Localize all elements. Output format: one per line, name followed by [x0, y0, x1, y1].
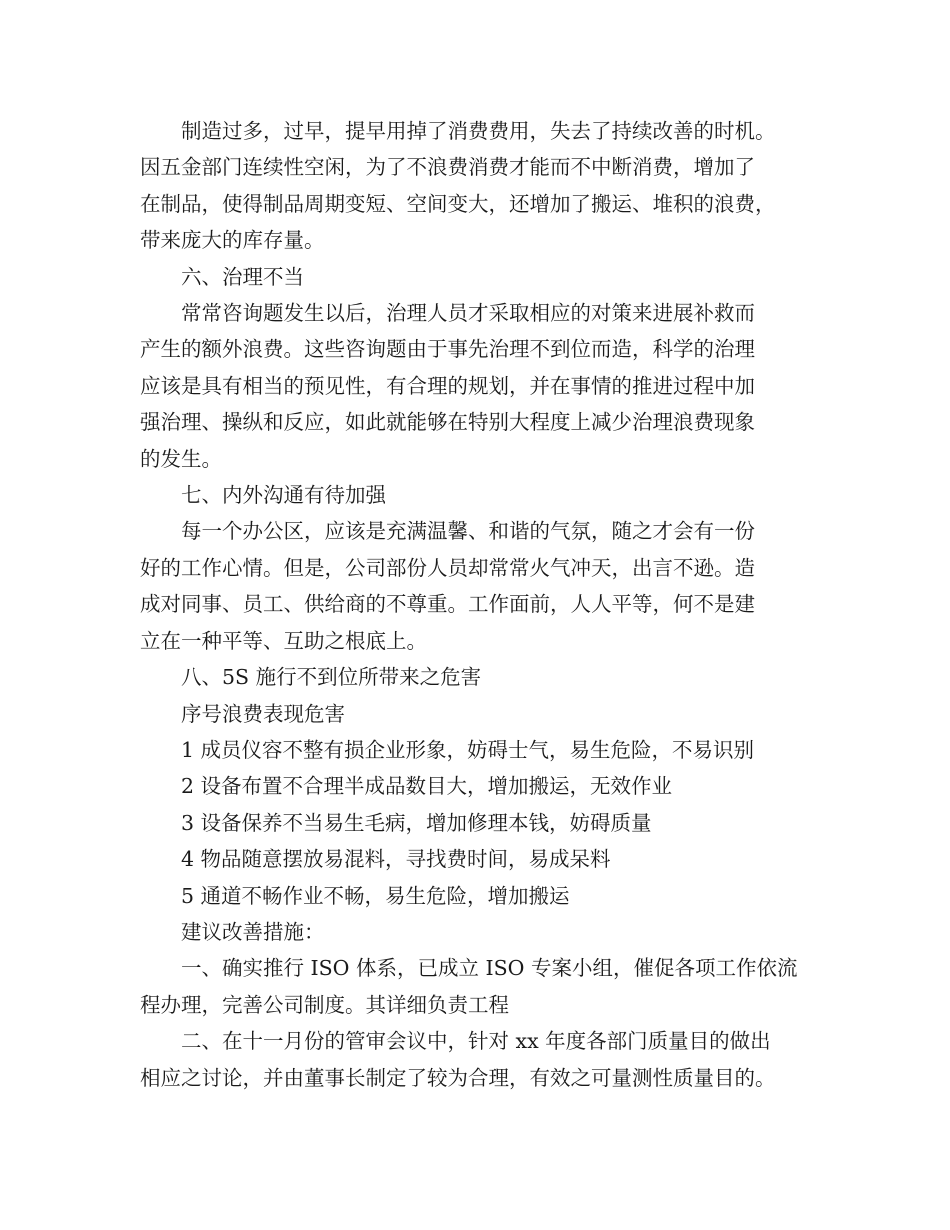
- text-line: 每一个办公区，应该是充满温馨、和谐的气氛，随之才会有一份: [181, 519, 755, 544]
- text-line: 带来庞大的库存量。: [140, 228, 325, 253]
- section-heading: 六、治理不当: [181, 264, 304, 289]
- text-line: 相应之讨论，并由董事长制定了较为合理，有效之可量测性质量目的。: [140, 1065, 776, 1090]
- table-row-line: 5 通道不畅作业不畅，易生危险，增加搬运: [181, 883, 570, 908]
- section-heading: 建议改善措施：: [181, 919, 325, 944]
- text-line: 好的工作心情。但是，公司部份人员却常常火气冲天，出言不逊。造: [140, 555, 755, 580]
- text-line: 的发生。: [140, 446, 222, 471]
- text-line: 程办理，完善公司制度。其详细负责工程: [140, 992, 509, 1017]
- table-row-line: 4 物品随意摆放易混料，寻找费时间，易成呆料: [181, 847, 611, 872]
- text-line: 常常咨询题发生以后，治理人员才采取相应的对策来进展补救而: [181, 301, 755, 326]
- text-line: 二、在十一月份的管审会议中，针对 xx 年度各部门质量目的做出: [181, 1029, 771, 1054]
- text-line: 立在一种平等、互助之根底上。: [140, 628, 427, 653]
- table-row-line: 3 设备保养不当易生毛病，增加修理本钱，妨碍质量: [181, 810, 652, 835]
- text-line: 应该是具有相当的预见性，有合理的规划，并在事情的推进过程中加: [140, 373, 755, 398]
- text-line: 强治理、操纵和反应，如此就能够在特别大程度上减少治理浪费现象: [140, 410, 755, 435]
- document-page: [140, 113, 830, 1096]
- text-line: 成对同事、员工、供给商的不尊重。工作面前，人人平等，何不是建: [140, 592, 755, 617]
- section-heading: 七、内外沟通有待加强: [181, 483, 386, 508]
- table-row-line: 1 成员仪容不整有损企业形象，妨碍士气，易生危险，不易识别: [181, 737, 755, 762]
- text-line: 在制品，使得制品周期变短、空间变大，还增加了搬运、堆积的浪费，: [140, 191, 776, 216]
- document-body: [140, 113, 830, 1096]
- text-line: 制造过多，过早，提早用掉了消费费用，失去了持续改善的时机。: [181, 119, 776, 143]
- table-header-line: 序号浪费表现危害: [181, 701, 345, 726]
- text-line: 产生的额外浪费。这些咨询题由于事先治理不到位而造，科学的治理: [140, 337, 755, 362]
- text-line: 因五金部门连续性空闲，为了不浪费消费才能而不中断消费，增加了: [140, 155, 755, 180]
- section-heading: 八、5S 施行不到位所带来之危害: [181, 665, 482, 690]
- text-line: 一、确实推行 ISO 体系，已成立 ISO 专案小组，催促各项工作依流: [181, 956, 798, 981]
- table-row-line: 2 设备布置不合理半成品数目大，增加搬运，无效作业: [181, 774, 673, 799]
